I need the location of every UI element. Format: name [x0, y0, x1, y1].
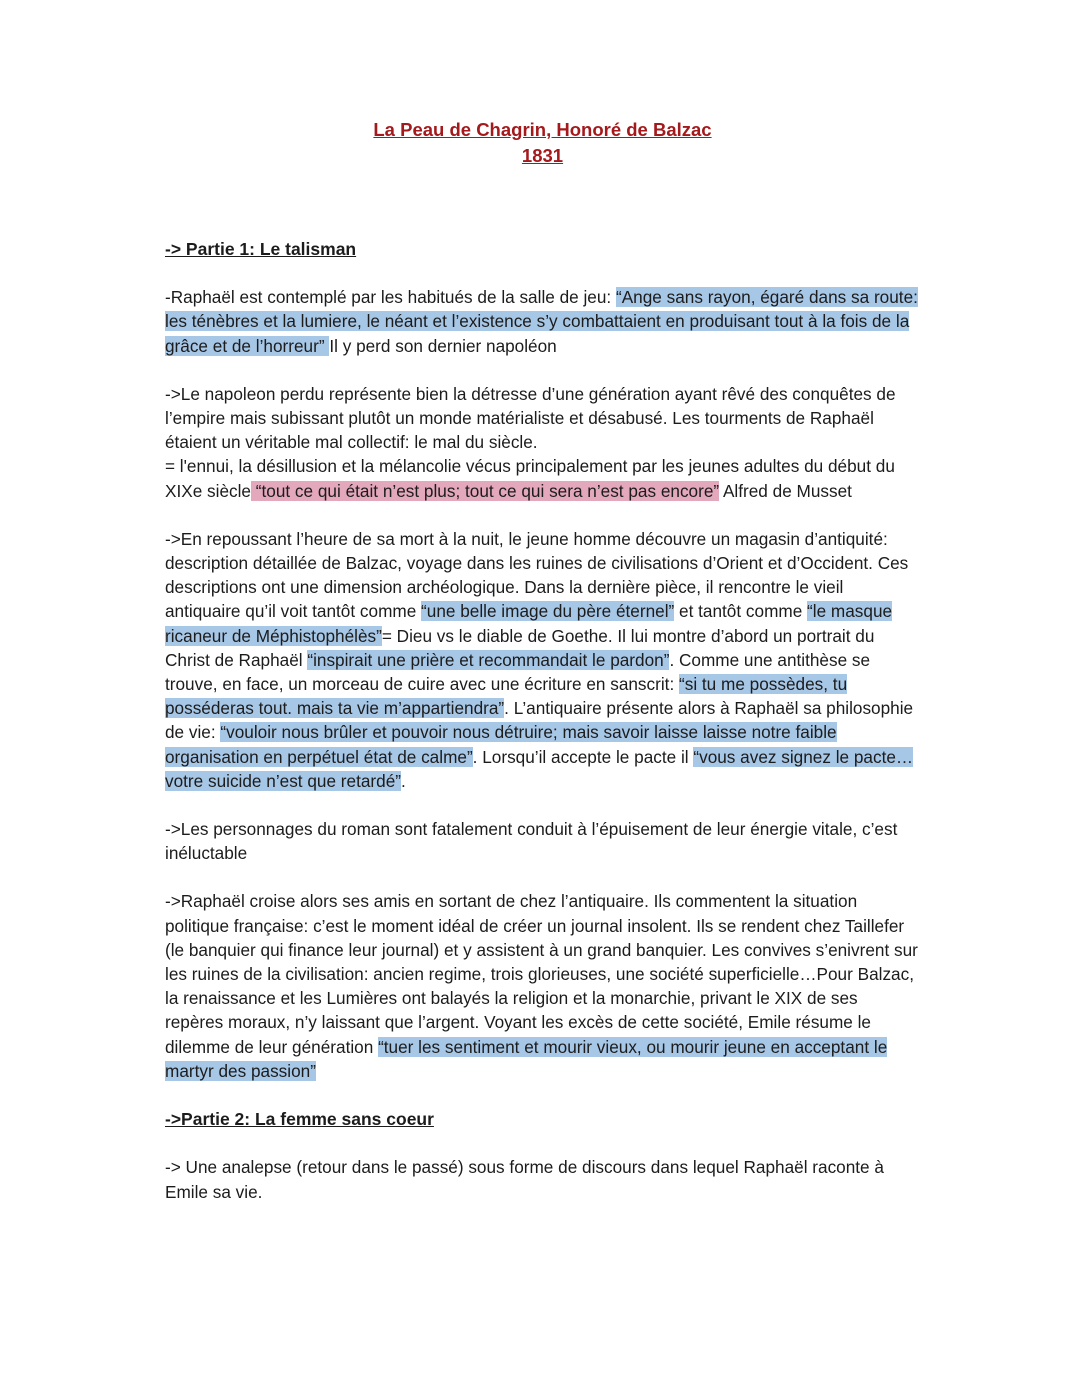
quote-highlight: “vous avez signez le pacte…votre suicide n’est que retardé”	[165, 746, 914, 791]
paragraph-2: ->Le napoleon perdu représente bien la détresse d’une génération ayant rêvé des conquêtes de l’empire mais subissant plutôt un monde matérialiste et désabusé. Les tourments de Raphaël étaient un véritable mal collectif: le mal du siècle. = l'ennui, la désillusion et la mélancolie vécus principalement par les jeunes adultes du début du XIXe siècle “tout ce qui était n’est plus; tout ce qui sera n’est pas encore” Alfred de Musset	[165, 383, 896, 501]
paragraph-3: ->En repoussant l’heure de sa mort à la nuit, le jeune homme découvre un magasin d’antiquité: description détaillée de Balzac, voyage dans les ruines de civilisations d’Orient et d’Occident. Ces descriptions ont une dimension archéologique. Dans la dernière pièce, il rencontre le vieil antiquaire qu’il voit tantôt comme “une belle image du père éternel” et tantôt comme “le masque ricaneur de Méphistophélès”= Dieu vs le diable de Goethe. Il lui montre d’abord un portrait du Christ de Raphaël “inspirait une prière et recommandait le pardon”. Comme une antithèse se trouve, en face, un morceau de cuire avec une écriture en sanscrit: “si tu me possèdes, tu posséderas tout. mais ta vie m’appartiendra”. L’antiquaire présente alors à Raphaël sa philosophie de vie: “vouloir nous brûler et pouvoir nous détruire; mais savoir laisse laisse notre faible organisation en perpétuel état de calme”. Lorsqu’il accepte le pacte il “vous avez signez le pacte…votre suicide n’est que retardé”.	[165, 528, 914, 791]
title-line-1: La Peau de Chagrin, Honoré de Balzac	[373, 119, 712, 140]
quote-highlight-pink: “tout ce qui était n’est plus; tout ce qui sera n’est pas encore”	[250, 480, 720, 501]
quote-highlight: “si tu me possèdes, tu posséderas tout. mais ta vie m’appartiendra”	[165, 674, 848, 719]
paragraph-5: ->Raphaël croise alors ses amis en sortant de chez l’antiquaire. Ils commentent la situation politique française: c’est le moment idéal de créer un journal insolent. Ils se rendent chez Taillefer (le banquier qui finance leur journal) et y assistent à un grand banquier. Les convives s’enivrent sur les ruines de la civilisation: ancien regime, trois glorieuses, une société superficielle…Pour Balzac, la renaissance et les Lumières ont balayés la religion et la monarchie, privant le XIX de ses repères moraux, n’y laissant que l’argent. Voyant les excès de cette société, Emile résume le dilemme de leur génération “tuer les sentiment et mourir vieux, ou mourir jeune en acceptant le martyr des passion”	[165, 891, 918, 1081]
quote-highlight: “tuer les sentiment et mourir vieux, ou mourir jeune en acceptant le martyr des passion”	[165, 1036, 888, 1081]
quote-highlight: “le masque ricaneur de Méphistophélès”	[165, 601, 893, 646]
document-page	[165, 117, 920, 1204]
paragraph-4: ->Les personnages du roman sont fatalement conduit à l’épuisement de leur énergie vitale, c’est inéluctable	[165, 819, 898, 864]
quote-highlight: “vouloir nous brûler et pouvoir nous détruire; mais savoir laisse laisse notre faible organisation en perpétuel état de calme”	[165, 722, 837, 767]
heading-partie-1: -> Partie 1: Le talisman	[165, 239, 357, 259]
paragraph-6: -> Une analepse (retour dans le passé) sous forme de discours dans lequel Raphaël raconte à Emile sa vie.	[165, 1157, 884, 1202]
quote-highlight: “inspirait une prière et recommandait le pardon”	[307, 649, 670, 670]
quote-highlight: “Ange sans rayon, égaré dans sa route: les ténèbres et la lumiere, le néant et l’existence s’y combattaient en produisant tout à la fois de la grâce et de l’horreur”	[165, 287, 918, 356]
quote-highlight: “une belle image du père éternel”	[421, 601, 675, 622]
title-line-2: 1831	[521, 145, 564, 166]
document-title	[165, 117, 920, 169]
heading-partie-2: ->Partie 2: La femme sans coeur	[165, 1109, 434, 1130]
paragraph-1: -Raphaël est contemplé par les habitués de la salle de jeu: “Ange sans rayon, égaré dans sa route: les ténèbres et la lumiere, le néant et l’existence s’y combattaient en produisant tout à la fois de la grâce et de l’horreur” Il y perd son dernier napoléon	[165, 287, 918, 356]
